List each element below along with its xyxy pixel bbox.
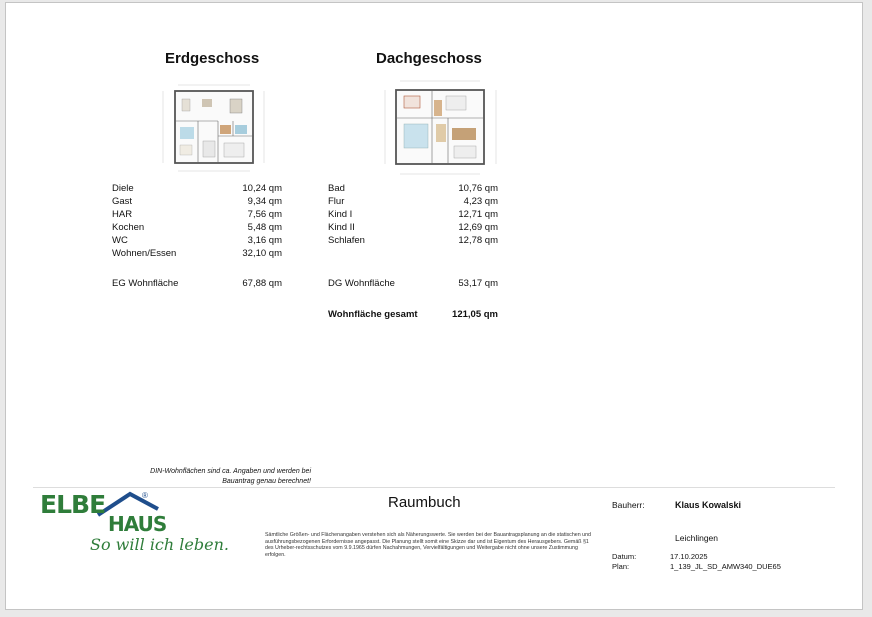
room-name: Kochen — [112, 222, 145, 233]
room-name: Diele — [112, 183, 134, 194]
location: Leichlingen — [675, 533, 719, 543]
room-name: Kind II — [328, 222, 355, 233]
table-row — [112, 182, 282, 195]
table-row — [328, 182, 498, 195]
din-note-line1: DIN-Wohnflächen sind ca. Angaben und werden bei — [150, 468, 311, 475]
grand-total-label: Wohnfläche gesamt — [328, 309, 418, 320]
room-area: 10,24 qm — [242, 183, 282, 194]
eg-room-list — [112, 182, 282, 260]
room-area: 12,69 qm — [458, 222, 498, 233]
room-area: 3,16 qm — [247, 235, 282, 246]
din-note-line2: Bauantrag genau berechnet! — [222, 478, 311, 485]
room-name: Schlafen — [328, 235, 365, 246]
table-row — [328, 234, 498, 247]
room-name: WC — [112, 235, 128, 246]
heading-dachgeschoss: Dachgeschoss — [376, 50, 482, 67]
elbe-haus-logo — [38, 489, 229, 567]
room-area: 12,71 qm — [458, 209, 498, 220]
table-row — [112, 247, 282, 260]
logo-haus: HAUS — [108, 512, 167, 536]
dg-room-list — [328, 182, 498, 247]
plan-label: Plan: — [612, 562, 630, 571]
room-area: 4,23 qm — [463, 196, 498, 207]
eg-total-label: EG Wohnfläche — [112, 278, 179, 289]
room-area: 32,10 qm — [242, 248, 282, 259]
room-name: Kind I — [328, 209, 353, 220]
dg-total-label: DG Wohnfläche — [328, 278, 395, 289]
table-row — [328, 195, 498, 208]
dg-total-value: 53,17 qm — [458, 278, 498, 289]
document-page — [5, 2, 863, 610]
table-row — [328, 221, 498, 234]
disclaimer-text: Sämtliche Größen- und Flächenangaben verstehen sich als Näherungswerte. Sie werden bei der Bauantragsplanung an die statischen und ausführungsbezogenen Erfordernisse angepasst. Die Planung stellt somit eine Skizze dar und ist Eigentum des Herausgebers. Gemäß §1 des Urheber-rechtsschutzes vom 9.9.1965 dürfen Nachahmungen, Vervielfältigungen und Weitergabe nicht ohne unsere Zustimmung erfolgen. — [265, 532, 591, 558]
room-name: HAR — [112, 209, 133, 220]
footer-divider — [33, 487, 835, 488]
table-row — [112, 195, 282, 208]
floor-plan-erdgeschoss — [158, 81, 270, 176]
table-row — [328, 208, 498, 221]
din-note — [96, 467, 311, 487]
logo-elbe: ELBE — [40, 490, 106, 519]
room-name: Flur — [328, 196, 345, 207]
datum-label: Datum: — [612, 552, 637, 561]
room-area: 7,56 qm — [247, 209, 282, 220]
table-row — [112, 234, 282, 247]
table-row — [112, 208, 282, 221]
room-area: 12,78 qm — [458, 235, 498, 246]
room-area: 10,76 qm — [458, 183, 498, 194]
bauherr-label: Bauherr: — [612, 500, 645, 510]
room-name: Wohnen/Essen — [112, 248, 177, 259]
eg-total-value: 67,88 qm — [242, 278, 282, 289]
room-area: 9,34 qm — [247, 196, 282, 207]
grand-total-value: 121,05 qm — [452, 309, 498, 320]
bauherr-value: Klaus Kowalski — [675, 500, 742, 510]
heading-erdgeschoss: Erdgeschoss — [165, 50, 260, 67]
datum-value: 17.10.2025 — [670, 552, 708, 561]
table-row — [112, 221, 282, 234]
room-name: Gast — [112, 196, 133, 207]
room-area: 5,48 qm — [247, 222, 282, 233]
logo-slogan: So will ich leben. — [90, 535, 229, 554]
plan-value: 1_139_JL_SD_AMW340_DUE65 — [670, 562, 781, 571]
room-name: Bad — [328, 183, 345, 194]
registered-mark: ® — [142, 491, 148, 500]
floor-plan-dachgeschoss — [380, 78, 504, 178]
document-title: Raumbuch — [388, 494, 461, 511]
